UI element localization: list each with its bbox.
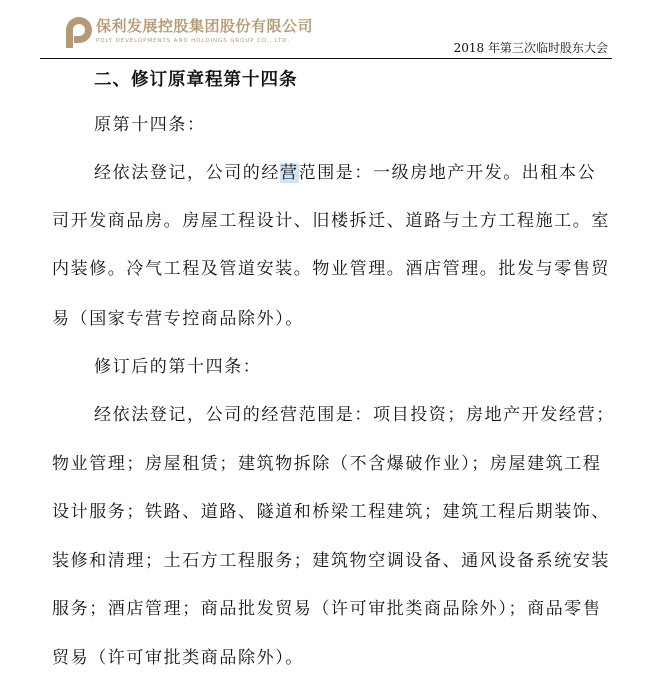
meeting-title: 2018 年第三次临时股东大会 <box>453 41 608 55</box>
original-line-4: 易（国家专营专控商品除外）。 <box>52 309 304 329</box>
revised-line-2: 物业管理；房屋租赁；建筑物拆除（不含爆破作业）；房屋建筑工程 <box>52 454 602 474</box>
original-line-2: 司开发商品房。房屋工程设计、旧楼拆迁、道路与土方工程施工。室 <box>52 211 610 231</box>
logo-chinese-name: 保利发展控股集团股份有限公司 <box>96 16 314 35</box>
company-logo <box>62 14 313 48</box>
section-title: 二、修订原章程第十四条 <box>94 70 298 90</box>
original-line-1 <box>94 162 596 184</box>
text-segment: 范围是：一级房地产开发。出租本公 <box>298 163 597 183</box>
original-article-label: 原第十四条： <box>94 115 206 135</box>
highlighted-text[interactable]: 营 <box>280 163 299 183</box>
revised-line-1: 经依法登记，公司的经营范围是：项目投资；房地产开发经营； <box>94 405 615 425</box>
revised-line-6: 贸易（许可审批类商品除外）。 <box>52 648 304 668</box>
text-segment: 经依法登记，公司的经 <box>94 163 280 183</box>
original-line-3: 内装修。冷气工程及管道安装。物业管理。酒店管理。批发与零售贸 <box>52 259 610 279</box>
revised-line-3: 设计服务；铁路、道路、隧道和桥梁工程建筑；建筑工程后期装饰、 <box>52 502 610 522</box>
poly-logo-icon <box>62 14 92 48</box>
revised-line-4: 装修和清理；土石方工程服务；建筑物空调设备、通风设备系统安装 <box>52 551 610 571</box>
revised-line-5: 服务；酒店管理；商品批发贸易（许可审批类商品除外）；商品零售 <box>52 599 602 619</box>
page-header <box>40 0 612 59</box>
revised-article-label: 修订后的第十四条： <box>94 357 262 377</box>
logo-english-name: POLY DEVELOPMENTS AND HOLDINGS GROUP CO., LTD. <box>96 37 291 44</box>
